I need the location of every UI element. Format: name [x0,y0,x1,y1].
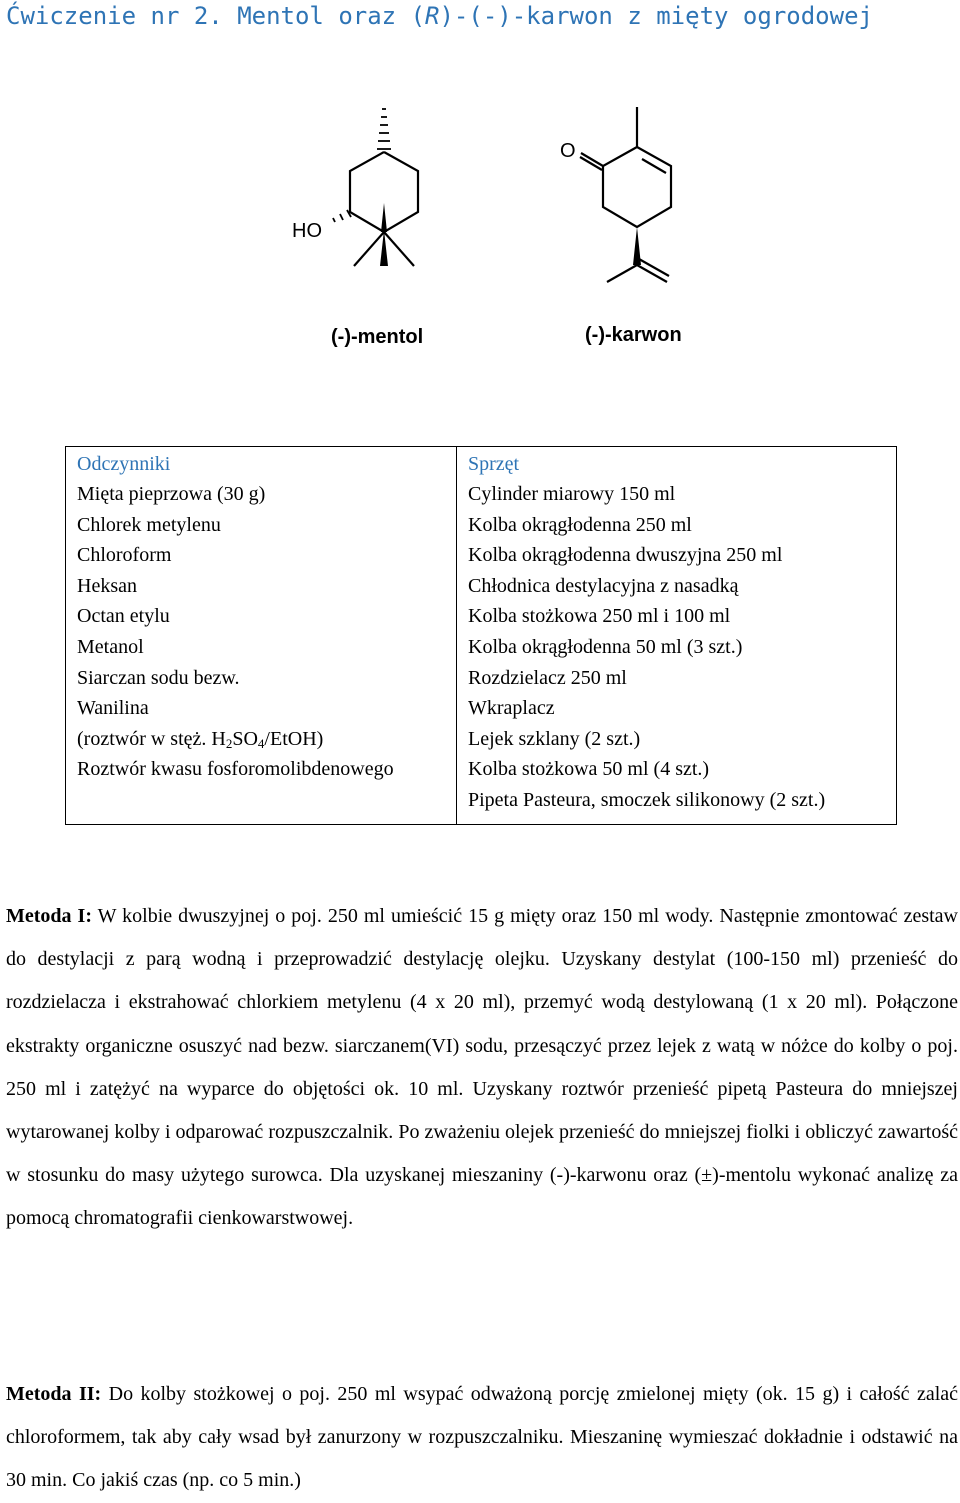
reagent-item: Siarczan sodu bezw. [77,666,240,689]
menthol-label: (-)-mentol [331,326,424,348]
carvone-oxygen-label: O [560,140,576,162]
carvone-label: (-)-karwon [585,324,682,346]
method-1-label: Metoda I: [6,905,92,927]
equipment-item: Cylinder miarowy 150 ml [468,483,676,505]
reagent-item: Metanol [77,635,144,658]
carvone-wedge-bond [633,227,641,265]
reagent-item: Mięta pieprzowa (30 g) [77,483,266,505]
reagents-equipment-table [65,446,897,825]
acid-subscript-4: 4 [257,735,265,751]
title-stereo-descriptor: R [425,2,440,30]
equipment-cell [457,447,897,825]
method-2-text: Do kolby stożkowej o poj. 250 ml wsypać odważoną porcję zmielonej mięty (ok. 15 g) i całość zalać chloroformem, tak aby cały wsad był zanurzony w rozpuszczalniku. Mieszaninę wymieszać dokładnie i odstawić na 30 min. Co jakiś czas (np. co 5 min.) [6,1383,959,1492]
equipment-item: Kolba stożkowa 250 ml i 100 ml [468,605,731,628]
method-1-text: W kolbie dwuszyjnej o poj. 250 ml umieścić 15 g mięty oraz 150 ml wody. Następnie zmontować zestaw do destylacji z parą wodną i przeprowadzić destylację olejku. Uzyskany destylat (100-150 ml) przenieść do rozdzielacza i ekstrahować chlorkiem metylenu (4 x 20 ml), przemyć wodą destylowaną (1 x 20 ml). Połączone ekstrakty organiczne osuszyć nad bezw. siarczanem(VI) sodu, przesączyć przez lejek z watą w nóżce do kolby o poj. 250 ml i zatężyć na wyparce do objętości ok. 10 ml. Uzyskany roztwór przenieść pipetą Pasteura do mniejszej wytarowanej kolby i odparować rozpuszczalnik. Po zważeniu olejek przenieść do mniejszej fiolki i obliczyć zawartość w stosunku do masy użytego surowca. Dla uzyskanej mieszaniny (-)-karwonu oraz (±)-mentolu wykonać analizę za pomocą chromatografii cienkowarstwowej. [6,905,958,1230]
acid-mid: SO [232,727,258,750]
method-1-paragraph [6,895,958,1241]
reagent-item: Roztwór kwasu fosforomolibdenowego [77,758,394,781]
equipment-item: Kolba okrągłodenna 50 ml (3 szt.) [468,635,743,658]
menthol-hydroxyl-label: HO [292,220,322,242]
equipment-item: Wkraplacz [468,697,555,720]
reagents-header: Odczynniki [77,453,171,475]
reagent-item: Octan etylu [77,605,170,628]
reagent-item: Wanilina [77,697,149,720]
equipment-item: Lejek szklany (2 szt.) [468,727,641,750]
method-2-label: Metoda II: [6,1383,102,1405]
equipment-item: Chłodnica destylacyjna z nasadką [468,574,739,597]
equipment-item: Rozdzielacz 250 ml [468,666,627,689]
title-suffix: )-(-)-karwon z mięty ogrodowej [439,2,873,30]
reagent-item-acid-solution [77,724,456,755]
equipment-item: Kolba okrągłodenna dwuszyjna 250 ml [468,544,783,567]
table-row [66,447,897,825]
method-2-paragraph [6,1373,958,1503]
reagent-item: Chloroform [77,544,172,567]
menthol-wedge-bond [381,203,387,232]
acid-subscript-2: 2 [225,735,233,751]
menthol-structure [333,109,418,266]
page-title [6,2,873,30]
reagents-cell [66,447,457,825]
acid-suffix: /EtOH) [264,727,324,750]
equipment-item: Kolba okrągłodenna 250 ml [468,513,692,536]
reagent-item: Heksan [77,574,137,597]
equipment-item: Pipeta Pasteura, smoczek silikonowy (2 szt.) [468,788,826,811]
title-prefix: Ćwiczenie nr 2. Mentol oraz ( [6,2,426,30]
acid-prefix: (roztwór w stęż. H [77,727,226,750]
equipment-header: Sprzęt [468,453,520,475]
reagent-item: Chlorek metylenu [77,513,221,536]
carvone-structure [580,107,671,282]
equipment-item: Kolba stożkowa 50 ml (4 szt.) [468,758,710,781]
